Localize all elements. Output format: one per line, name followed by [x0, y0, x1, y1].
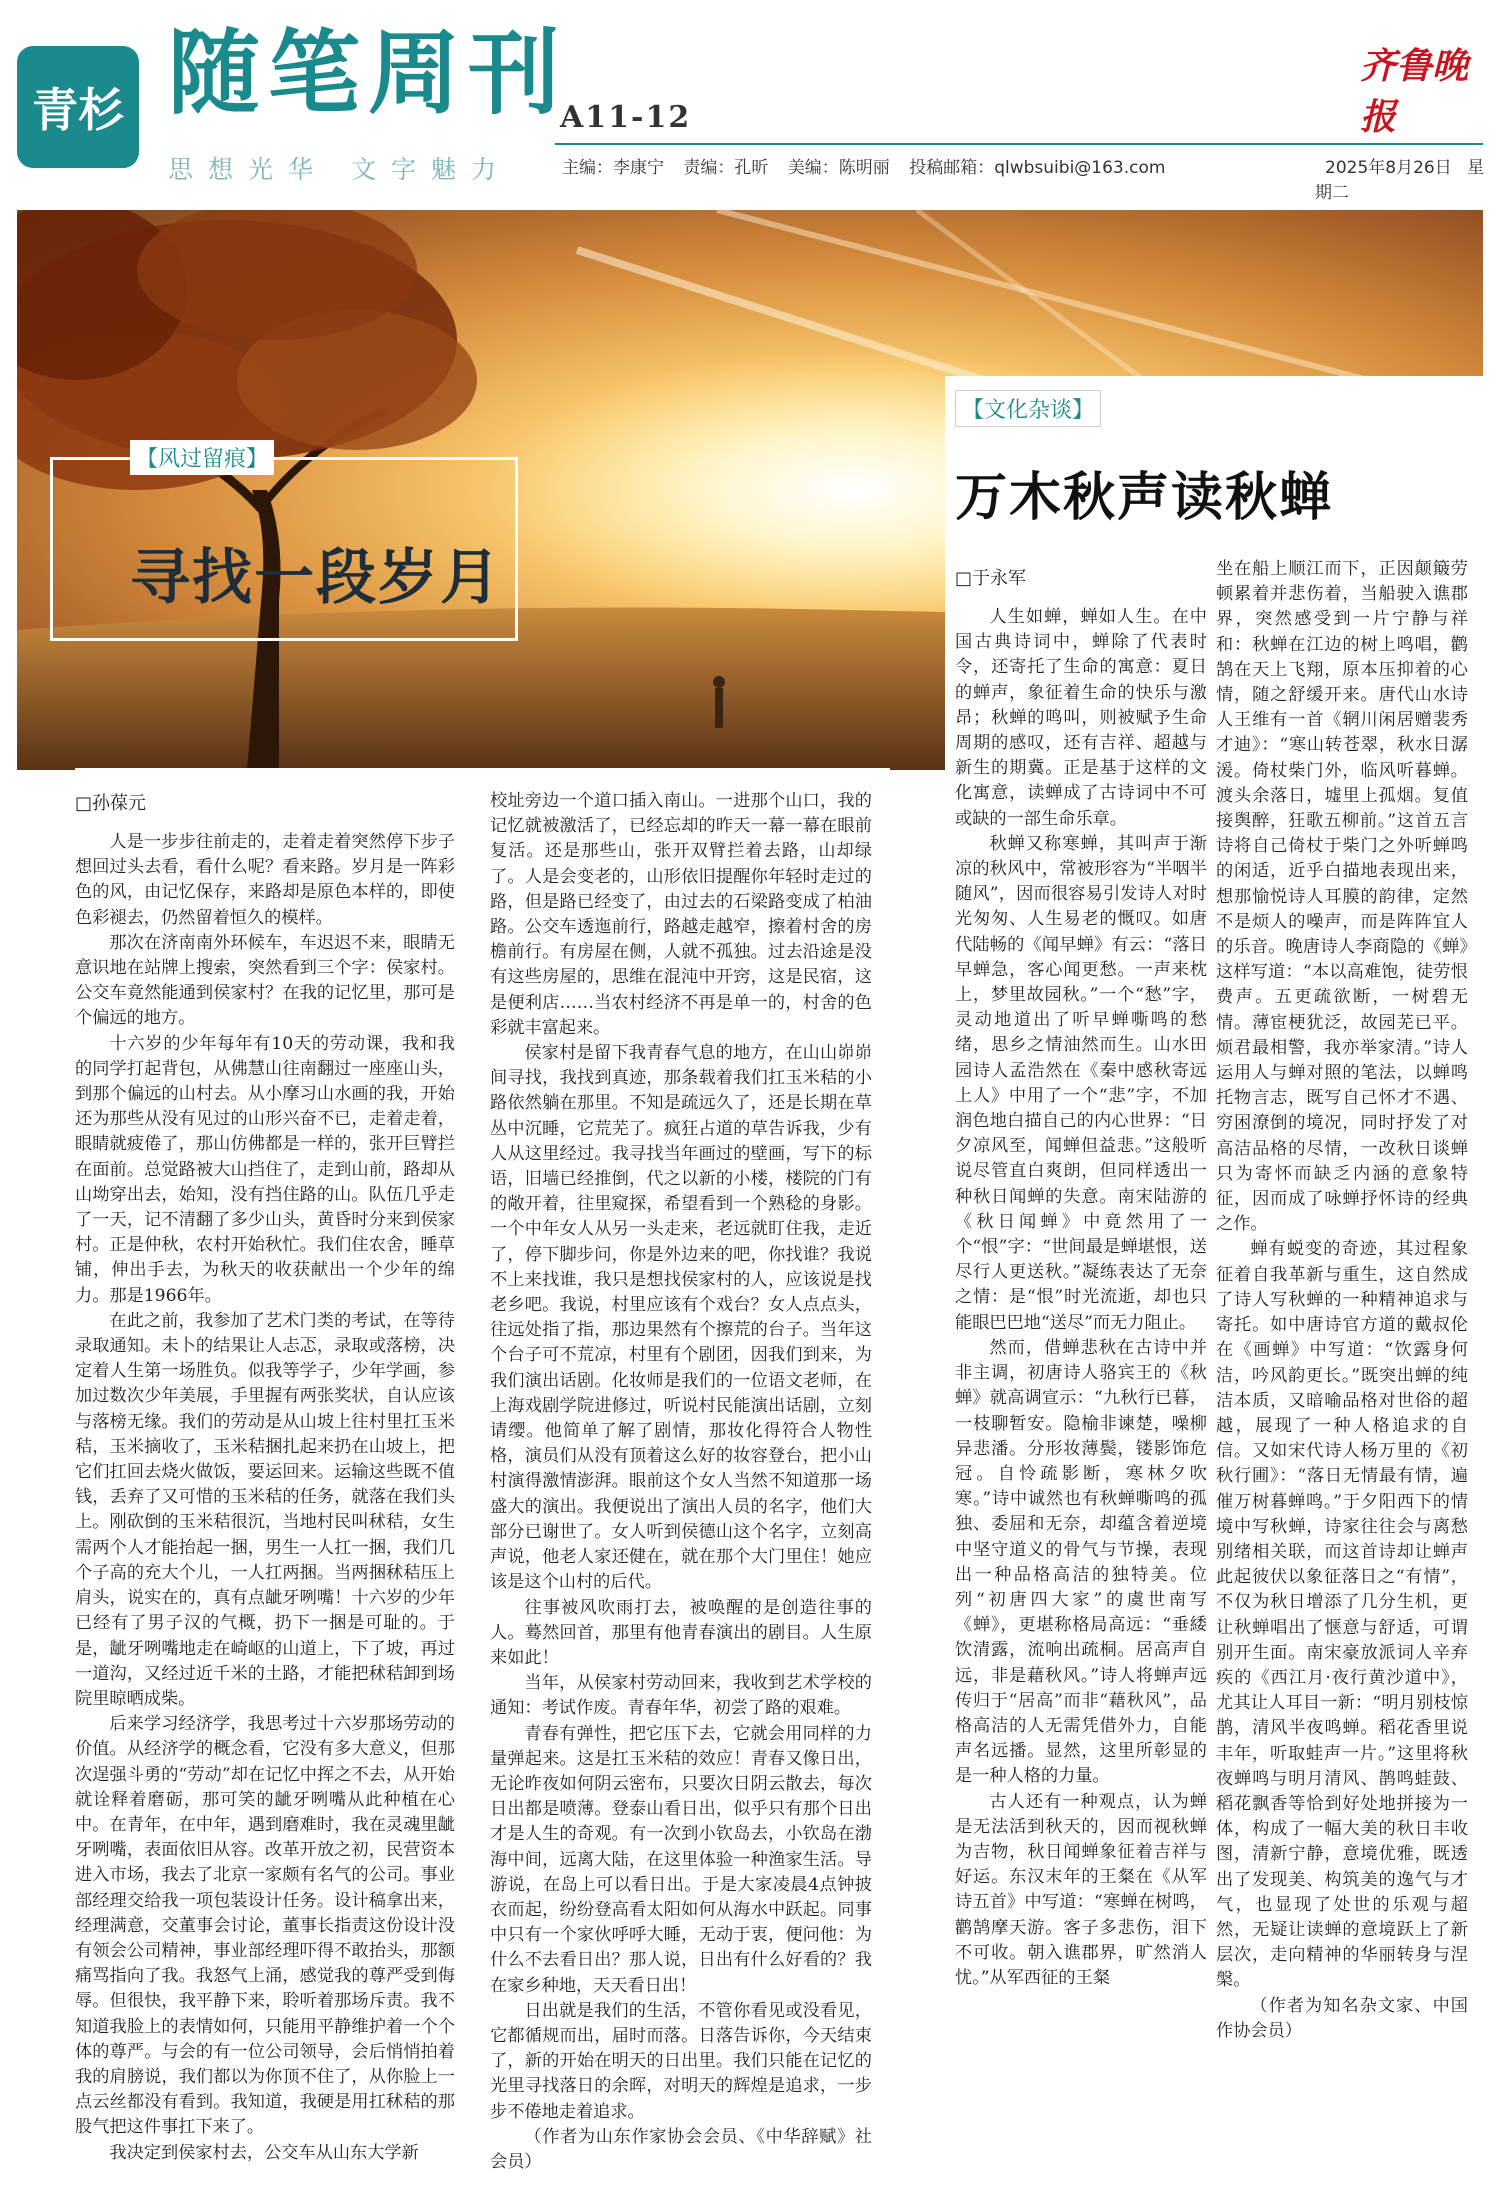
paragraph: 十六岁的少年每年有10天的劳动课，我和我的同学打起背包，从佛慧山往南翻过一座座山头，到那个偏远的山村去。从小摩习山水画的我，开始还为那些从没有见过的山形兴奋不已，走着走着，眼睛就疲倦了，那山仿佛都是一样的，张开巨臂拦在面前。总觉路被大山挡住了，走到山前，路却从山坳穿出去，始知，没有挡住路的山。队伍几乎走了一天，记不清翻了多少山头，黄昏时分来到侯家村。正是仲秋，农村开始秋忙。我们住农舍，睡草铺，伸出手去，为秋天的收获献出一个少年的绵力。那是1966年。: [75, 1033, 455, 1306]
paragraph: 我决定到侯家村去，公交车从山东大学新: [109, 2142, 419, 2163]
credit-chief-editor: 主编：李康宁: [562, 158, 664, 178]
column-slogan: 思想光华 文字魅力: [168, 155, 511, 184]
paragraph: 往事被风吹雨打去，被唤醒的是创造往事的人。蓦然回首，那里有他青春演出的剧目。人生原来如此！: [490, 1597, 872, 1668]
paragraph: 坐在船上顺江而下，正因颠簸劳顿累着并悲伤着，当船驶入谯郡界，突然感受到一片宁静与祥和：秋蝉在江边的树上鸣唱，鹳鹄在天上飞翔，原本压抑着的心情，随之舒缓开来。唐代山水诗人王维有一首《辋川闲居赠裴秀才迪》：“寒山转苍翠，秋水日潺湲。倚杖柴门外，临风听暮蝉。渡头余落日，墟里上孤烟。复值接舆醉，狂歌五柳前。”这首五言诗将自己倚杖于柴门之外听蝉鸣的闲适，近乎白描地表现出来，想那愉悦诗人耳膜的韵律，定然不是烦人的噪声，而是阵阵宜人的乐音。晚唐诗人李商隐的《蝉》这样写道：“本以高难饱，徒劳恨费声。五更疏欲断，一树碧无情。薄宦梗犹泛，故园芜已平。烦君最相警，我亦举家清。”诗人运用人与蝉对照的笔法，以蝉鸣托物言志，既写自己怀才不遇、穷困潦倒的境况，同时抒发了对高洁品格的尽情，一改秋日谈蝉只为寄怀而缺乏内涵的意象特征，因而成了咏蝉抒怀诗的经典之作。: [1216, 559, 1468, 1235]
paragraph: 古人还有一种观点，认为蝉是无法活到秋天的，因而视秋蝉为吉物，秋日闻蝉象征着吉祥与好运。东汉末年的王粲在《从军诗五首》中写道：“寒蝉在树鸣，鹳鹄摩天游。客子多悲伤，泪下不可收。朝入谯郡界，旷然消人忧。”从军西征的王粲: [955, 1791, 1207, 1988]
issue-date-text: 2025年8月26日: [1325, 158, 1452, 178]
paragraph: 日出就是我们的生活，不管你看见或没看见，它都循规而出，届时而落。日落告诉你，今天结束了，新的开始在明天的日出里。我们只能在记忆的光里寻找落日的余晖，对明天的辉煌是追求，一步步不倦地走着追求。: [490, 2000, 872, 2122]
newspaper-logo: 齐鲁晚报: [1360, 45, 1469, 138]
right-article-column-1: [955, 605, 1207, 2200]
right-article-column-2: [1216, 557, 1468, 2200]
brand-logo-text: 青杉: [32, 83, 124, 137]
issue-date: [1315, 153, 1500, 203]
section-tag-right: 【文化杂谈】: [955, 390, 1101, 427]
masthead-divider: [555, 143, 1483, 145]
paragraph: 秋蝉又称寒蝉，其叫声于渐凉的秋风中，常被形容为“半咽半随风”，因而很容易引发诗人对时光匆匆、人生易老的慨叹。如唐代陆畅的《闻早蝉》有云：“落日早蝉急，客心闻更愁。一声来枕上，梦里故园秋。”一个“愁”字，灵动地道出了听早蝉嘶鸣的愁绪，思乡之情油然而生。山水田园诗人孟浩然在《秦中感秋寄远上人》中用了一个“悲”字，不加润色地白描自己的内心世界：“日夕凉风至，闻蝉但益悲。”这般听说尽管直白爽朗，但同样透出一种秋日闻蝉的失意。南宋陆游的《秋日闻蝉》中竟然用了一个“恨”字：“世间最是蝉堪恨，送尽行人更送秋。”凝练表达了无奈之情：是“恨”时光流逝，却也只能眼巴巴地“送尽”而无力阻止。: [955, 833, 1207, 1333]
paragraph: 校址旁边一个道口插入南山。一进那个山口，我的记忆就被激活了，已经忘却的昨天一幕一幕在眼前复活。还是那些山，张开双臂拦着去路，山却绿了。人是会变老的，山形依旧提醒你年轻时走过的路，但是路已经变了，由过去的石梁路变成了柏油路。公交车透迤前行，路越走越窄，擦着村舍的房檐前行。有房屋在侧，人就不孤独。过去沿途是没有这些房屋的，思维在混沌中开窍，这是民宿，这是便利店……当农村经济不再是单一的，村舍的色彩就丰富起来。: [490, 791, 872, 1038]
credit-duty-editor: 责编：孔昕: [683, 158, 769, 178]
article-author-left: □孙葆元: [75, 793, 147, 814]
issue-weekday: 星期二: [1315, 158, 1485, 203]
article-title-right: 万木秋声读秋蝉: [955, 468, 1334, 528]
paragraph: 那次在济南南外环候车，车迟迟不来，眼睛无意识地在站牌上搜索，突然看到三个字：侯家村。公交车竟然能通到侯家村？在我的记忆里，那可是个偏远的地方。: [75, 932, 455, 1029]
credit-submission-email: 投稿邮箱：qlwbsuibi@163.com: [909, 158, 1166, 178]
paragraph: 当年，从侯家村劳动回来，我收到艺术学校的通知：考试作废。青春年华，初尝了路的艰难。: [490, 1673, 872, 1719]
article-author-right: □于永军: [955, 568, 1027, 589]
paragraph: 后来学习经济学，我思考过十六岁那场劳动的价值。从经济学的概念看，它没有多大意义，但那次逞强斗勇的“劳动”却在记忆中挥之不去，从开始就诠释着磨砺，那可笑的龇牙咧嘴从此种植在心中。在青年，在中年，遇到磨难时，我在灵魂里龇牙咧嘴，表面依旧从容。改革开放之初，民营资本进入市场，我去了北京一家颇有名气的公司。事业部经理交给我一项包装设计任务。设计稿拿出来，经理满意，交董事会讨论，董事长指责这份设计没有领会公司精神，事业部经理吓得不敢抬头，那额痛骂指向了我。我怒气上涌，感觉我的尊严受到侮辱。但很快，我平静下来，聆听着那场斥责。我不知道我脸上的表情如何，只能用平静维护着一个个体的尊严。与会的有一位公司领导，会后悄悄拍着我的肩膀说，我们都以为你顶不住了，从你脸上一点云丝都没有看到。我知道，我硬是用扛秫秸的那股气把这件事扛下来了。: [75, 1714, 455, 2138]
column-title: 随笔周刊: [168, 20, 569, 127]
paragraph: 侯家村是留下我青春气息的地方，在山山峁峁间寻找，我找到真迹，那条载着我们扛玉米秸的小路依然躺在那里。不知是疏远久了，还是长期在草丛中沉睡，它荒芜了。疯狂占道的草告诉我，少有人从这里经过。我寻找当年画过的壁画，写下的标语，旧墙已经推倒，代之以新的小楼，楼院的门有的敞开着，往里窥探，希望看到一个熟稔的身影。一个中年女人从另一头走来，老远就盯住我，走近了，停下脚步问，你是外边来的吧，你找谁？我说不上来找谁，我只是想找侯家村的人，应该说是找老乡吧。我说，村里应该有个戏台？女人点点头，往远处指了指，那边果然有个擦荒的台子。当年这个台子可不荒凉，村里有个剧团，因我们到来，为我们演出话剧。化妆师是我们的一位语文老师，在上海戏剧学院进修过，听说村民能演出话剧，立刻请缨。他简单了解了剧情，那妆化得符合人物性格，演员们从没有顶着这么好的妆容登台，把小山村演得激情澎湃。眼前这个女人当然不知道那一场盛大的演出。我便说出了演出人员的名字，他们大部分已谢世了。女人听到侯德山这个名字，立刻高声说，他老人家还健在，就在那个大门里住！她应该是这个山村的后代。: [490, 1043, 872, 1593]
credit-art-editor: 美编：陈明丽: [787, 158, 890, 178]
paragraph: 人生如蝉，蝉如人生。在中国古典诗词中，蝉除了代表时令，还寄托了生命的寓意：夏日的蝉声，象征着生命的快乐与激昂；秋蝉的鸣叫，则被赋予生命周期的感叹，还有吉祥、超越与新生的期冀。正是基于这样的文化寓意，读蝉成了古诗词中不可或缺的一部生命乐章。: [955, 607, 1207, 829]
article-title-left: 寻找一段岁月: [130, 543, 502, 613]
author-note-left: （作者为山东作家协会会员、《中华辞赋》社会员）: [490, 2126, 872, 2172]
left-article-column-1: [75, 830, 455, 2200]
paragraph: 青春有弹性，把它压下去，它就会用同样的力量弹起来。这是扛玉米秸的效应！青春又像日出，无论昨夜如何阴云密布，只要次日阴云散去，每次日出都是喷薄。登泰山看日出，似乎只有那个日出才是人生的奇观。有一次到小钦岛去，小钦岛在渤海中间，远离大陆，在这里体验一种渔家生活。导游说，在岛上可以看日出。于是大家凌晨4点钟披衣而起，纷纷登高看太阳如何从海水中跃起。同事中只有一个家伙呼呼大睡，无动于衷，便问他：为什么不去看日出？那人说，日出有什么好看的？我在家乡种地，天天看日出！: [490, 1723, 872, 1996]
brand-logo: [17, 46, 139, 168]
author-note-right: （作者为知名杂文家、中国作协会员）: [1216, 1995, 1468, 2041]
left-article-column-2: [490, 789, 872, 2200]
editor-credits: [562, 153, 1179, 178]
paragraph: 蝉有蜕变的奇迹，其过程象征着自我革新与重生，这自然成了诗人写秋蝉的一种精神追求与寄托。如中唐诗官方道的戴叔伦在《画蝉》中写道：“饮露身何洁，吟风韵更长。”既突出蝉的纯洁本质，又暗喻品格对世俗的超越，展现了一种人格追求的自信。又如宋代诗人杨万里的《初秋行圃》：“落日无情最有情，遍催万树暮蝉鸣。”于夕阳西下的情境中写秋蝉，诗家往往会与离愁别绪相关联，而这首诗却让蝉声此起彼伏以象征落日之“有情”，不仅为秋日增添了几分生机，更让秋蝉唱出了惬意与舒适，可谓别开生面。南宋豪放派词人辛弃疾的《西江月·夜行黄沙道中》，尤其让人耳目一新：“明月别枝惊鹊，清风半夜鸣蝉。稻花香里说丰年，听取蛙声一片。”这里将秋夜蝉鸣与明月清风、鹊鸣蛙鼓、稻花飘香等恰到好处地拼接为一体，构成了一幅大美的秋日丰收图，清新宁静，意境优雅，既透出了发现美、构筑美的逸气与才气，也显现了处世的乐观与超然，无疑让读蝉的意境跃上了新层次，走向精神的华丽转身与涅槃。: [1216, 1239, 1468, 1991]
paragraph: 然而，借蝉悲秋在古诗中并非主调，初唐诗人骆宾王的《秋蝉》就高调宣示：“九秋行已暮，一枝聊暂安。隐榆非谏楚，噪柳异悲潘。分形妆薄鬓，镂影饰危冠。自怜疏影断，寒林夕吹寒。”诗中诚然也有秋蝉嘶鸣的孤独、委屈和无奈，却蕴含着逆境中坚守道义的骨气与节操，表现出一种品格高洁的独特美。位列“初唐四大家”的虞世南写《蝉》，更堪称格局高远：“垂緌饮清露，流响出疏桐。居高声自远，非是藉秋风。”诗人将蝉声远传归于“居高”而非“藉秋风”，品格高洁的人无需凭借外力，自能声名远播。显然，这里所彰显的是一种人格的力量。: [955, 1337, 1207, 1787]
paragraph: 在此之前，我参加了艺术门类的考试，在等待录取通知。未卜的结果让人忐忑，录取或落榜，决定着人生第一场胜负。似我等学子，少年学画，参加过数次少年美展，手里握有两张奖状，自认应该与落榜无缘。我们的劳动是从山坡上往村里扛玉米秸，玉米摘收了，玉米秸捆扎起来扔在山坡上，把它们扛回去烧火做饭，要运回来。运输这些既不值钱，丢弃了又可惜的玉米秸的任务，就落在我们头上。刚砍倒的玉米秸很沉，当地村民叫秫秸，女生需两个人才能抬起一捆，男生一人扛一捆，我们几个子高的充大个儿，一人扛两捆。当两捆秫秸压上肩头，说实在的，真有点龇牙咧嘴！十六岁的少年已经有了男子汉的气概，扔下一捆是可耻的。于是，龇牙咧嘴地走在崎岖的山道上，下了坡，再过一道沟，又经过近千米的土路，才能把秫秸卸到场院里晾晒成柴。: [75, 1310, 455, 1709]
paragraph: 人是一步步往前走的，走着走着突然停下步子想回过头去看，看什么呢？看来路。岁月是一阵彩色的风，由记忆保存，来路却是原色本样的，即使色彩褪去，仍然留着恒久的模样。: [75, 832, 455, 928]
page-number: A11-12: [560, 100, 692, 135]
section-tag-left: 【风过留痕】: [130, 440, 274, 475]
